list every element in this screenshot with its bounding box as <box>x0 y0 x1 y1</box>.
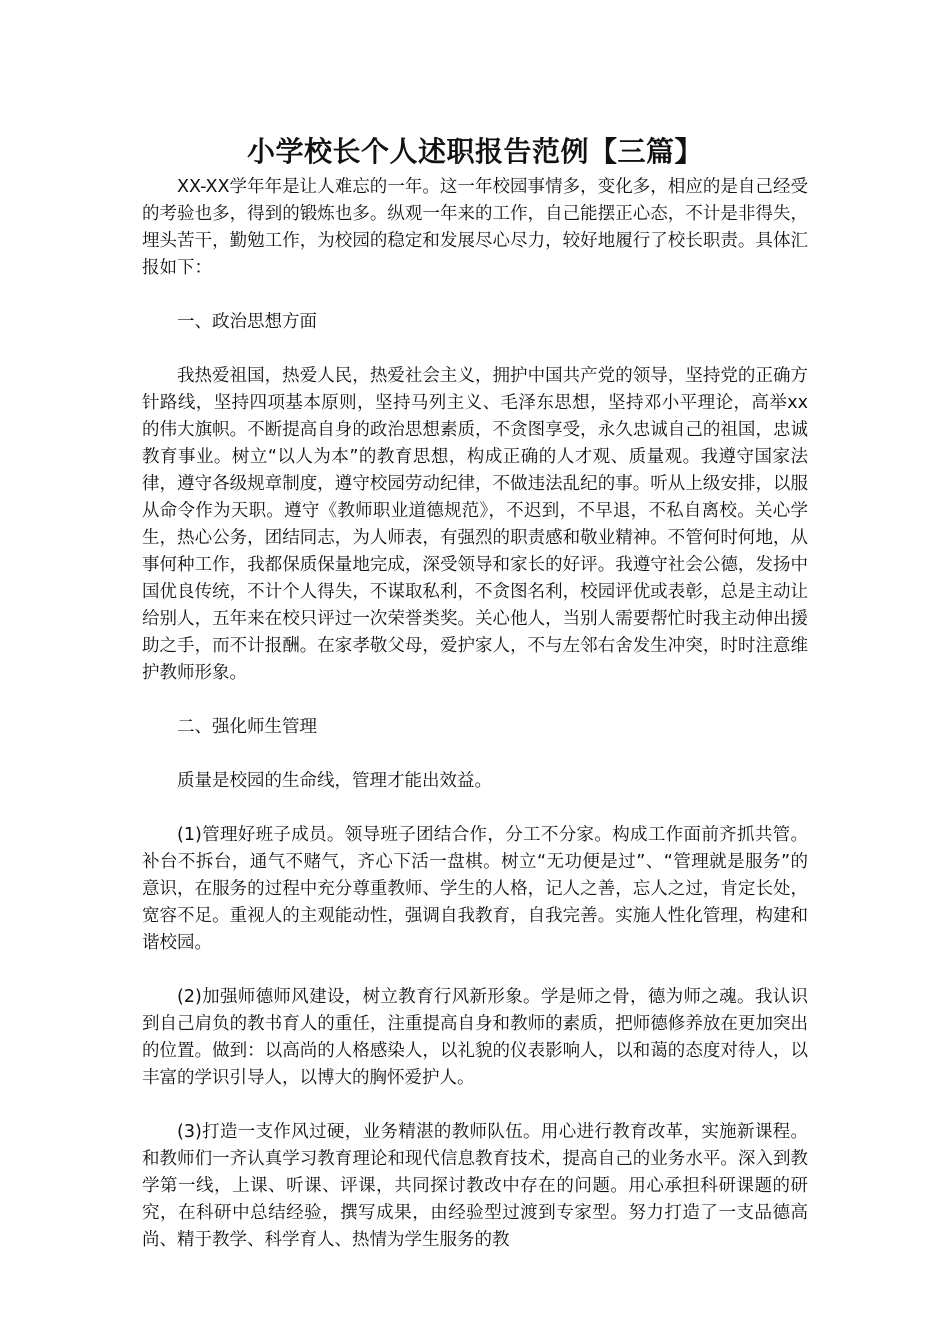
management-item-3-paragraph: (3)打造一支作风过硬，业务精湛的教师队伍。用心进行教育改革，实施新课程。和教师们一齐认真学习教育理论和现代信息教育技术，提高自己的业务水平。深入到教学第一线，上课、听课、评课，共同探讨教改中存在的问题。用心承担科研课题的研究，在科研中总结经验，撰写成果，由经验型过渡到专家型。努力打造了一支品德高尚、精于教学、科学育人、热情为学生服务的教 <box>142 1122 808 1250</box>
section-heading-management: 二、强化师生管理 <box>177 717 317 737</box>
management-intro-paragraph: 质量是校园的生命线，管理才能出效益。 <box>177 771 492 791</box>
document-body <box>142 174 808 1281</box>
management-item-2-paragraph: (2)加强师德师风建设，树立教育行风新形象。学是师之骨，德为师之魂。我认识到自己肩负的教书育人的重任，注重提高自身和教师的素质，把师德修养放在更加突出的位置。做到：以高尚的人格感染人，以礼貌的仪表影响人，以和蔼的态度对待人，以丰富的学识引导人，以博大的胸怀爱护人。 <box>142 987 808 1088</box>
section-heading-political: 一、政治思想方面 <box>177 312 317 332</box>
political-paragraph: 我热爱祖国，热爱人民，热爱社会主义，拥护中国共产党的领导，坚持党的正确方针路线，坚持四项基本原则，坚持马列主义、毛泽东思想，坚持邓小平理论，高举xx的伟大旗帜。不断提高自身的政治思想素质，不贪图享受，永久忠诚自己的祖国，忠诚教育事业。树立“以人为本”的教育思想，构成正确的人才观、质量观。我遵守国家法律，遵守各级规章制度，遵守校园劳动纪律，不做违法乱纪的事。听从上级安排，以服从命令作为天职。遵守《教师职业道德规范》，不迟到，不早退，不私自离校。关心学生，热心公务，团结同志，为人师表，有强烈的职责感和敬业精神。不管何时何地，从事何种工作，我都保质保量地完成，深受领导和家长的好评。我遵守社会公德，发扬中国优良传统，不计个人得失，不谋取私利，不贪图名利，校园评优或表彰，总是主动让给别人，五年来在校只评过一次荣誉类奖。关心他人，当别人需要帮忙时我主动伸出援助之手，而不计报酬。在家孝敬父母，爱护家人，不与左邻右舍发生冲突，时时注意维护教师形象。 <box>142 366 808 683</box>
management-item-1-paragraph: (1)管理好班子成员。领导班子团结合作，分工不分家。构成工作面前齐抓共管。补台不拆台，通气不赌气，齐心下活一盘棋。树立“无功便是过”、“管理就是服务”的意识，在服务的过程中充分尊重教师、学生的人格，记人之善，忘人之过，肯定长处，宽容不足。重视人的主观能动性，强调自我教育，自我完善。实施人性化管理，构建和谐校园。 <box>142 825 808 953</box>
document-title: 小学校长个人述职报告范例【三篇】 <box>246 135 703 168</box>
intro-paragraph: XX-XX学年年是让人难忘的一年。这一年校园事情多，变化多，相应的是自己经受的考验也多，得到的锻炼也多。纵观一年来的工作，自己能摆正心态，不计是非得失，埋头苦干，勤勉工作，为校园的稳定和发展尽心尽力，较好地履行了校长职责。具体汇报如下： <box>142 177 808 278</box>
